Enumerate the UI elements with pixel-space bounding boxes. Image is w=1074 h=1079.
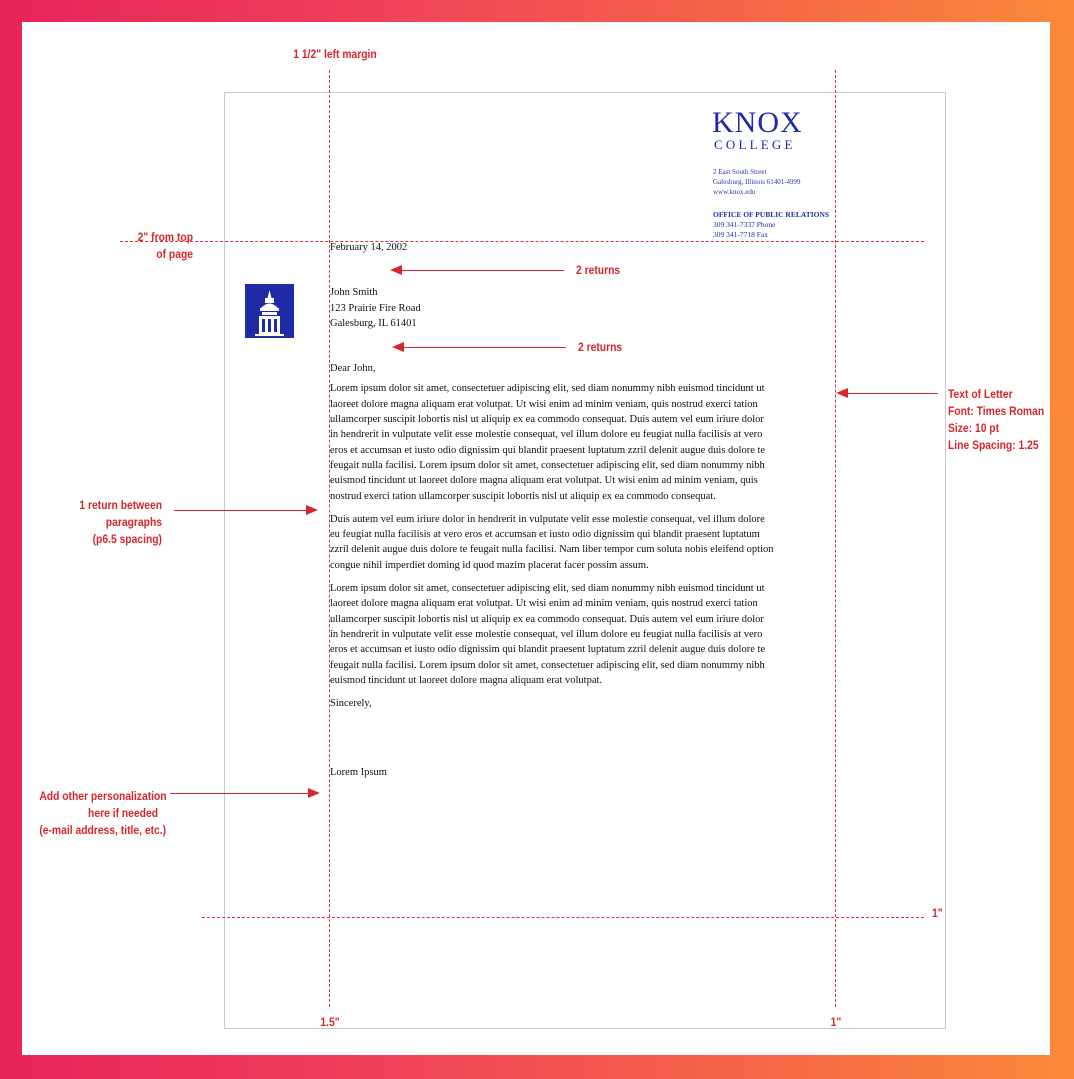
returns-arrow-1 (392, 270, 564, 271)
address-line: Galesburg, Illinois 61401-4999 (713, 178, 801, 186)
annotation-line: paragraphs (105, 515, 162, 529)
recipient-street: 123 Prairie Fire Road (330, 302, 421, 314)
letterhead-address (713, 167, 801, 197)
personalization-arrow (170, 793, 318, 794)
annotation-line: 1 return between (79, 498, 162, 512)
annotation-line: (p6.5 spacing) (92, 532, 162, 546)
knox-logo: KNOX (712, 106, 803, 139)
letter-body (330, 240, 836, 781)
annotation-line: 2" from top (137, 230, 193, 244)
annotation-line: of page (156, 247, 193, 261)
letterhead-office (713, 210, 829, 240)
paragraph-return-label (57, 497, 162, 548)
signature: Lorem Ipsum (330, 767, 387, 779)
address-line: www.knox.edu (713, 188, 756, 196)
annotation-line: Add other personalization (39, 789, 167, 803)
right-margin-bottom-label: 1" (830, 1015, 842, 1029)
body-paragraph: Lorem ipsum dolor sit amet, consectetuer adipiscing elit, sed diam nonummy nibh euismod tincidunt ut laoreet dolore magna aliquam erat volutpat. Ut wisi enim ad minim veniam, quis nostrud exerci tation ullamcorper suscipit lobortis nisl ut aliquip ex ea commodo consequat. Duis autem vel eum iriure dolor in hendrerit in vulputate velit esse molestie consequat, vel illum dolore eu feugiat nulla facilisis at vero eros et accumsan et iusto odio dignissim qui blandit praesent luptatum zzril delenit augue duis dolore te feugait nulla facilisi. Lorem ipsum dolor sit amet, consectetuer adipiscing elit, sed diam nonummy nibh euismod tincidunt ut laoreet dolore magna aliquam erat volutpat. (330, 583, 766, 686)
address-line: 2 East South Street (713, 168, 767, 176)
body-paragraph: Duis autem vel eum iriure dolor in hendrerit in vulputate velit esse molestie consequat, vel illum dolore eu feugiat nulla facilisis at vero eros et accumsan et iusto odio dignissim qui blandit praesent luptatum zzril delenit augue duis dolore te feugait nulla facilisi. Nam liber tempor cum soluta nobis eleifend option congue nihil imperdiet doming id quod mazim placerat facer possim assum. (330, 513, 774, 571)
annotation-line: Text of Letter (948, 387, 1013, 401)
letter-date: February 14, 2002 (330, 242, 408, 253)
paragraph-return-arrow (174, 510, 316, 511)
left-margin-bottom-label: 1.5" (320, 1015, 340, 1029)
returns-label-2: 2 returns (578, 340, 623, 354)
text-of-letter-label (948, 386, 1044, 454)
annotation-line: Size: 10 pt (948, 421, 1000, 435)
top-margin-label (113, 229, 193, 263)
body-paragraph: Lorem ipsum dolor sit amet, consectetuer adipiscing elit, sed diam nonummy nibh euismod tincidunt ut laoreet dolore magna aliquam erat volutpat. Ut wisi enim ad minim veniam, quis nostrud exerci tation ullamcorper suscipit lobortis nisl ut aliquip ex ea commodo consequat. Duis autem vel eum iriure dolor in hendrerit in vulputate velit esse molestie consequat, vel illum dolore eu feugiat nulla facilisis at vero eros et accumsan et iusto odio dignissim qui blandit praesent luptatum zzril delenit augue duis dolore te feugait nulla facilisi. Lorem ipsum dolor sit amet, consectetuer adipiscing elit, sed diam nonummy nibh euismod tincidunt ut laoreet dolore magna aliquam erat volutpat. Ut wisi enim ad minim veniam, quis nostrud exerci tation ullamcorper suscipit lobortis nisl ut aliquip ex ea commodo consequat. (330, 383, 766, 502)
salutation: Dear John, (330, 363, 376, 375)
recipient-address (330, 285, 836, 331)
college-seal-icon (245, 284, 294, 338)
office-name: OFFICE OF PUBLIC RELATIONS (713, 210, 830, 219)
annotation-line: here if needed (88, 806, 158, 820)
returns-label-1: 2 returns (576, 263, 621, 277)
text-of-letter-arrow (838, 393, 938, 394)
left-margin-label: 1 1/2" left margin (293, 47, 377, 61)
office-fax: 309 341-7718 Fax (713, 230, 768, 239)
closing: Sincerely, (330, 698, 372, 710)
college-logo: COLLEGE (714, 137, 796, 152)
personalization-label (39, 788, 167, 839)
bottom-margin-guide (202, 917, 924, 918)
recipient-name: John Smith (330, 287, 378, 299)
returns-arrow-2 (394, 347, 566, 348)
annotation-line: Font: Times Roman (948, 404, 1045, 418)
office-phone: 309 341-7337 Phone (713, 220, 776, 229)
recipient-city: Galesburg, IL 61401 (330, 317, 417, 329)
annotation-line: Line Spacing: 1.25 (948, 438, 1039, 452)
bottom-margin-label: 1" (932, 906, 943, 920)
annotation-line: (e-mail address, title, etc.) (39, 823, 167, 837)
